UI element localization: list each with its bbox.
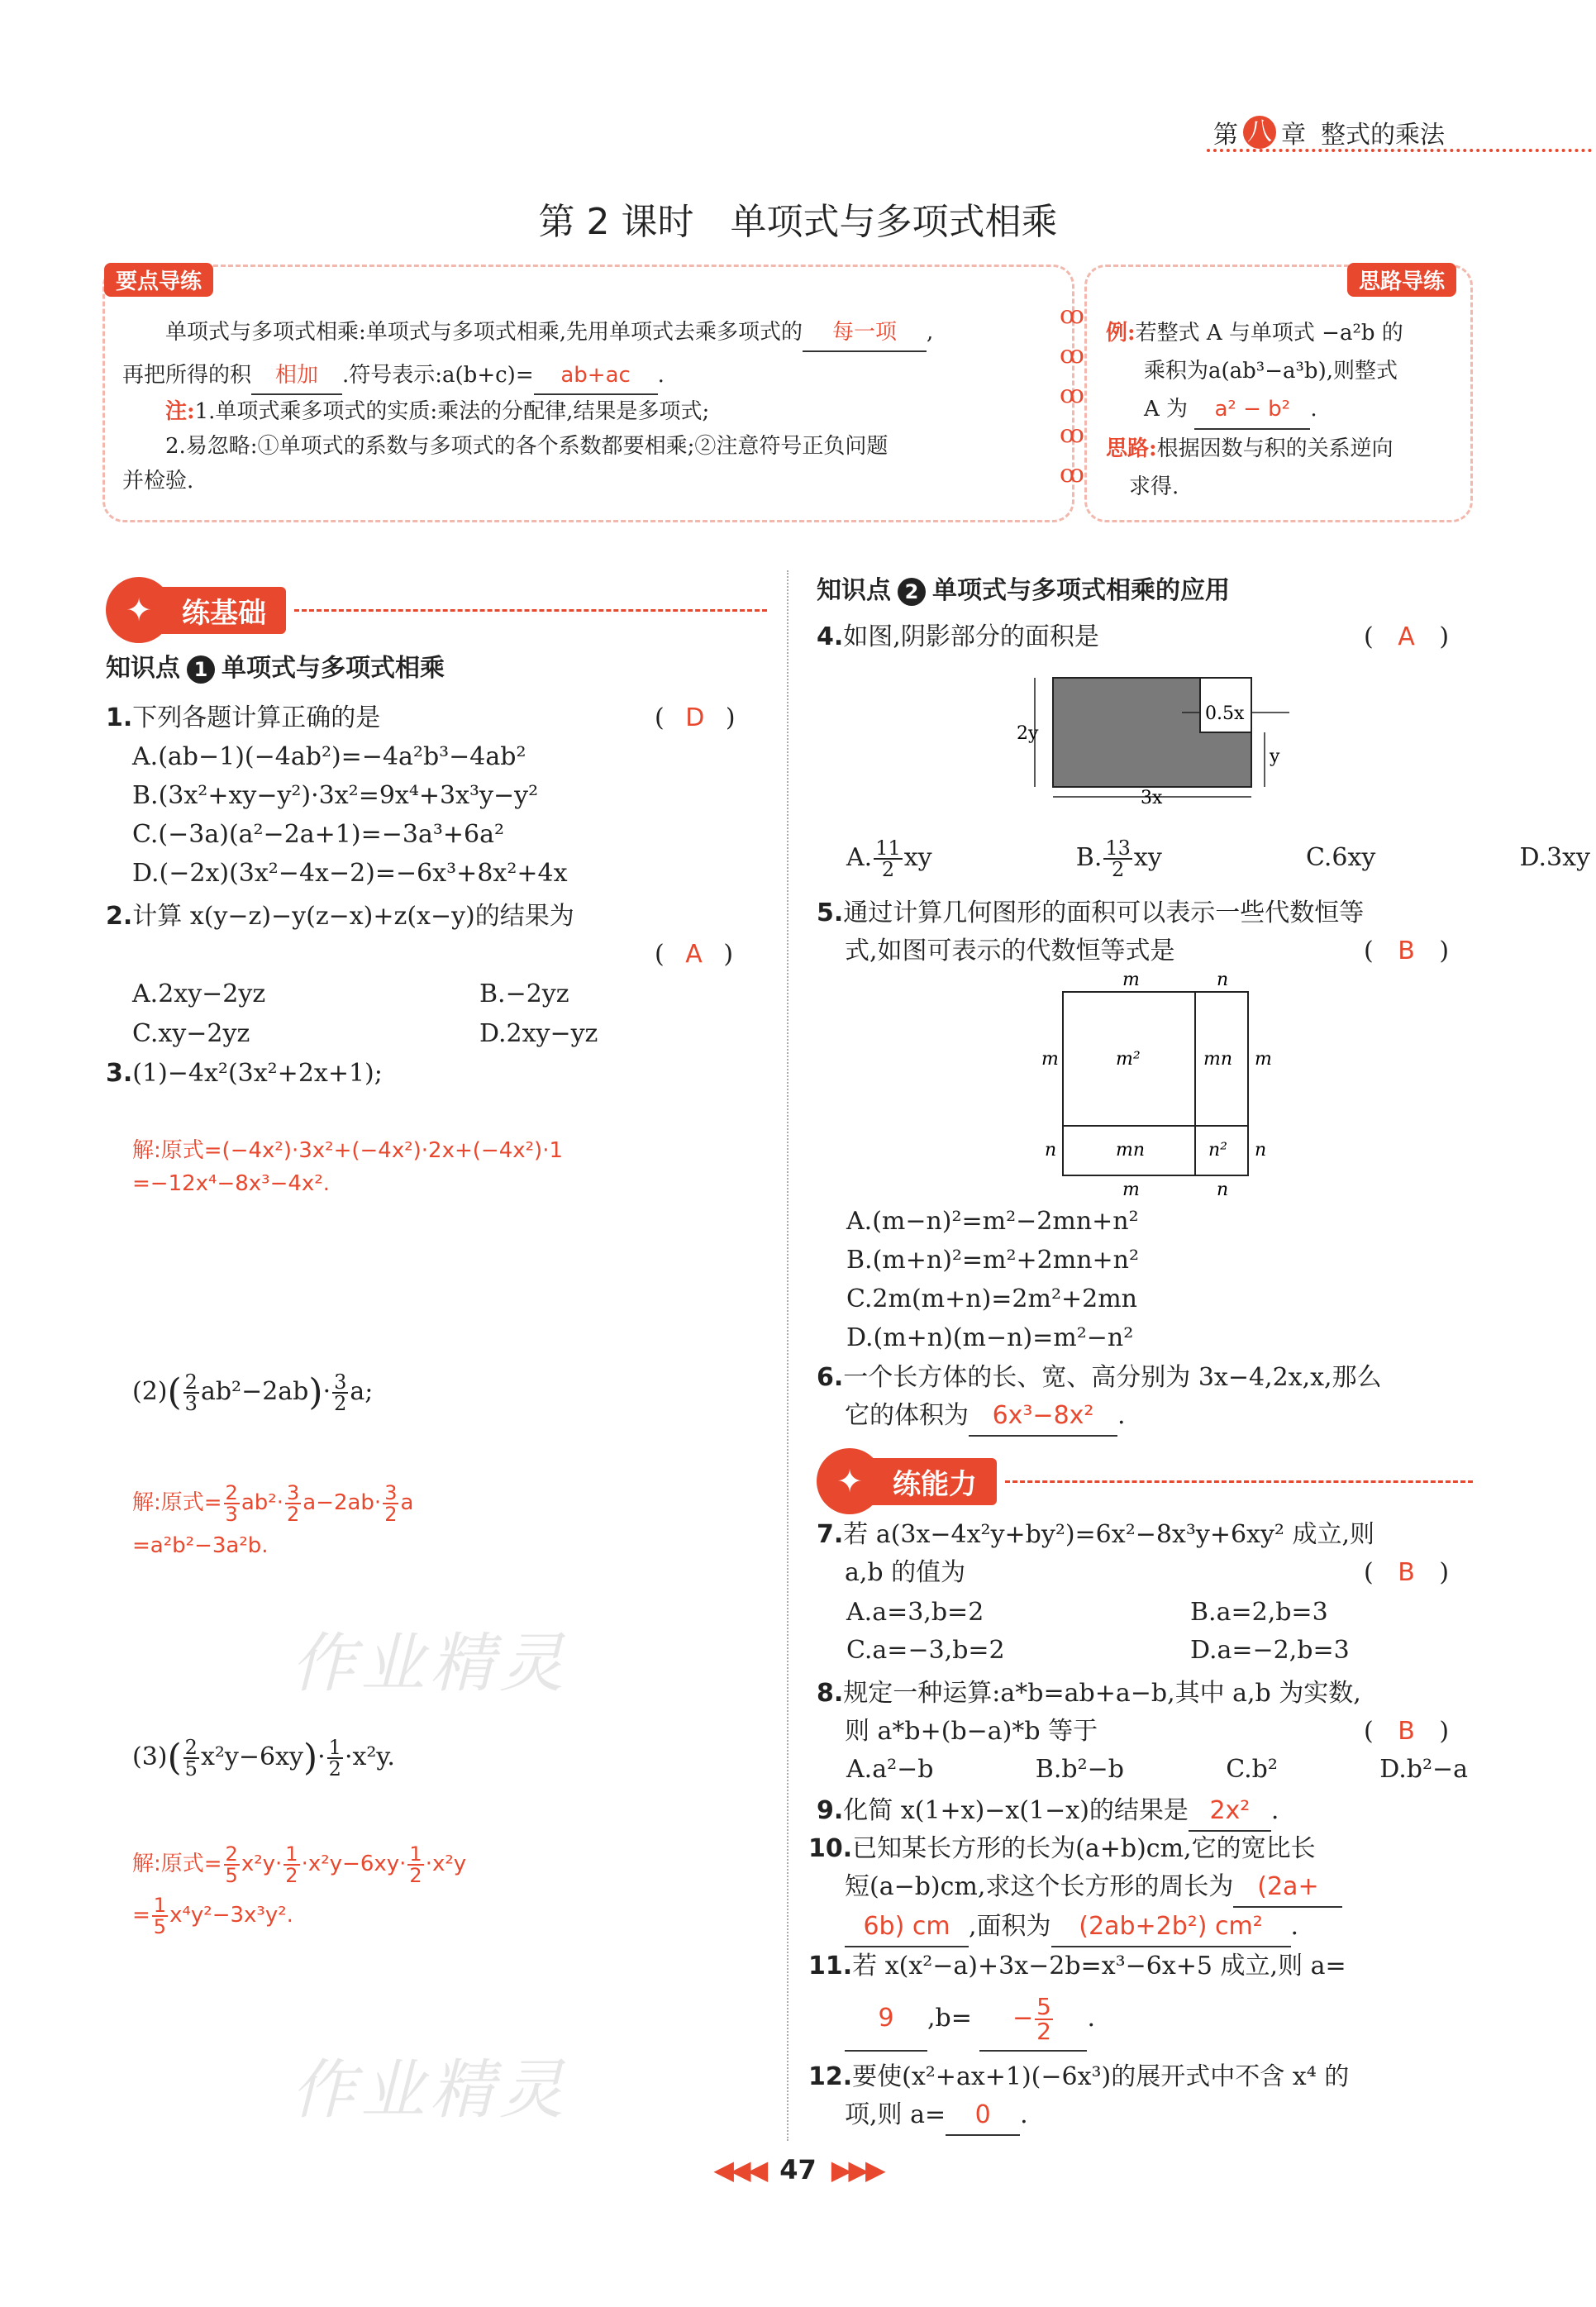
q7-answer: ( B ) <box>1364 1558 1450 1587</box>
q5-option-d: D.(m+n)(m−n)=m²−n² <box>846 1323 1134 1352</box>
q8-option-c: C.b² <box>1226 1755 1278 1784</box>
q7-option-a: A.a=3,b=2 <box>846 1598 984 1627</box>
chapter-suffix: 章 <box>1281 121 1306 150</box>
blank-formula: ab+ac <box>534 357 658 395</box>
next-arrows-icon: ▶▶▶ <box>831 2154 883 2185</box>
q4-options <box>846 835 1590 881</box>
q4-stem: 4.如图,阴影部分的面积是 <box>817 622 1099 651</box>
q8-option-d: D.b²−a <box>1379 1755 1468 1784</box>
key-points-tag: 要点导练 <box>104 263 213 297</box>
q3-solution2: 解:原式= $\frac{2}{3}$ ab²· $\frac{3}{2}$ a−2ab· $\frac{3}{2}$ a =a²b²−3a²b. <box>132 1480 414 1558</box>
column-divider <box>787 570 788 2141</box>
section-ability-label: 练能力 <box>868 1458 997 1505</box>
q5-bottom-m: m <box>1122 1180 1140 1200</box>
thinking-tag: 思路导练 <box>1347 263 1456 297</box>
q12-stem: 12.要使(x²+ax+1)(−6x³)的展开式中不含 x⁴ 的 项,则 a= 0 . <box>808 2058 1349 2136</box>
q7-options <box>846 1594 1574 1670</box>
watermark-1: 作业精灵 <box>291 1627 569 1701</box>
blank-each-term: 每一项 <box>803 314 927 352</box>
q10-perimeter-blank-a: (2a+ <box>1233 1868 1342 1908</box>
key-points-note2: 2.易忽略:①单项式的系数与多项式的各个系数都要相乘;②注意符号正负问题 <box>165 434 889 459</box>
q2-options <box>132 975 760 1053</box>
q2-option-a: A.2xy−2yz <box>132 980 266 1008</box>
q2-option-b: B.−2yz <box>479 980 569 1008</box>
q5-option-c: C.2m(m+n)=2m²+2mn <box>846 1285 1137 1313</box>
q6-stem: 6.一个长方体的长、宽、高分别为 3x−4,2x,x,那么 它的体积为 6x³−8x² . <box>817 1359 1382 1437</box>
q5-option-a: A.(m−n)²=m²−2mn+n² <box>846 1207 1139 1236</box>
runner-icon: ✦ <box>106 577 172 643</box>
q4-option-c: C.6xy <box>1305 843 1376 872</box>
q5-left-n: n <box>1045 1140 1057 1161</box>
kp1-heading: 知识点 1 单项式与多项式相乘 <box>106 654 445 683</box>
q10-perimeter-blank-b: 6b) cm <box>845 1908 969 1947</box>
q5-cell-n2: n² <box>1208 1140 1227 1161</box>
q1-option-b: B.(3x²+xy−y²)·3x²=9x⁴+3x³y−y² <box>132 781 539 810</box>
q7-option-b: B.a=2,b=3 <box>1190 1598 1328 1627</box>
q5-left-m: m <box>1041 1049 1059 1070</box>
q4-figure <box>1017 666 1314 807</box>
q8-option-b: B.b²−b <box>1035 1755 1124 1784</box>
q9-stem: 9.化简 x(1+x)−x(1−x)的结果是 2x² . <box>817 1792 1279 1832</box>
runner-icon-2: ✦ <box>817 1448 883 1514</box>
q1-options <box>132 737 568 893</box>
key-points-line2: 再把所得的积 相加 .符号表示:a(b+c)= ab+ac . <box>122 357 665 395</box>
q5-figure <box>1033 969 1298 1200</box>
section-basic-banner <box>106 577 767 643</box>
q7-stem: 7.若 a(3x−4x²y+by²)=6x²−8x³y+6xy² 成立,则 a,b 的值为 <box>817 1520 1375 1587</box>
q11-stem: 11.若 x(x²−a)+3x−2b=x³−6x+5 成立,则 a= <box>808 1952 1346 1980</box>
blank-example: a² − b² <box>1194 390 1310 430</box>
header-dotted-rule <box>1207 149 1592 152</box>
thinking-example: 例:若整式 A 与单项式 −a²b 的 乘积为a(ab³−a³b),则整式 A 为 a² − b² . 思路:根据因数与积的关系逆向 求得. <box>1106 321 1403 499</box>
q1-option-c: C.(−3a)(a²−2a+1)=−3a³+6a² <box>132 820 504 849</box>
q8-options <box>846 1751 1468 1789</box>
chapter-header <box>1213 114 1445 150</box>
key-points-note3: 并检验. <box>122 469 194 493</box>
section-ability-banner <box>817 1448 1473 1514</box>
page-title: 第 2 课时 单项式与多项式相乘 <box>538 201 1058 243</box>
q5-cell-m2: m² <box>1116 1049 1141 1070</box>
q4-label-2y: 2y <box>1017 723 1039 744</box>
q6-blank: 6x³−8x² <box>969 1397 1117 1437</box>
q3-part3: (3)( $\frac{2}{5}$ x²y−6xy)· $\frac{1}{2}$ ·x²y. <box>132 1736 395 1780</box>
kp2-heading: 知识点 2 单项式与多项式相乘的应用 <box>817 576 1230 605</box>
watermark-2: 作业精灵 <box>291 2053 569 2128</box>
q4-option-d: D.3xy <box>1519 843 1590 872</box>
q3-solution1: 解:原式=(−4x²)·3x²+(−4x²)·2x+(−4x²)·1 =−12x⁴−8x³−4x². <box>132 1138 564 1196</box>
q7-option-d: D.a=−2,b=3 <box>1190 1636 1350 1665</box>
q2-stem: 2.计算 x(y−z)−y(z−x)+z(x−y)的结果为 <box>106 902 574 931</box>
q9-blank: 2x² <box>1189 1792 1271 1832</box>
page-number: 47 <box>779 2154 817 2185</box>
q2-option-d: D.2xy−yz <box>479 1019 598 1048</box>
q4-option-b: B. $\frac{13}{2}$ xy <box>1075 837 1162 881</box>
q8-answer: ( B ) <box>1364 1717 1450 1746</box>
q8-option-a: A.a²−b <box>846 1755 934 1784</box>
q3-solution3: 解:原式= $\frac{2}{5}$ x²y· $\frac{1}{2}$ ·x²y−6xy· $\frac{1}{2}$ ·x²y = $\frac{1}{5}$ x⁴y²−3x³y². <box>132 1842 467 1938</box>
q5-option-b: B.(m+n)²=m²+2mn+n² <box>846 1246 1140 1275</box>
q12-blank: 0 <box>946 2096 1020 2136</box>
q8-stem: 8.规定一种运算:a*b=ab+a−b,其中 a,b 为实数, 则 a*b+(b−a)*b 等于 <box>817 1679 1361 1746</box>
section-basic-label: 练基础 <box>157 587 286 634</box>
q5-top-m: m <box>1122 970 1140 990</box>
q1-stem: 1.下列各题计算正确的是 <box>106 703 381 732</box>
binder-rings-icon: ꝏ ꝏ ꝏ ꝏ ꝏ <box>1060 301 1084 489</box>
q10-stem: 10.已知某长方形的长为(a+b)cm,它的宽比长 短(a−b)cm,求这个长方形的周长为 (2a+ 6b) cm ,面积为 (2ab+2b²) cm² . <box>808 1830 1342 1947</box>
q1-option-d: D.(−2x)(3x²−4x−2)=−6x³+8x²+4x <box>132 859 568 888</box>
q1-answer: ( D ) <box>655 703 736 732</box>
q4-option-a: A. $\frac{11}{2}$ xy <box>846 837 932 881</box>
q2-option-c: C.xy−2yz <box>132 1019 250 1048</box>
key-points-note1: 注:1.单项式乘多项式的实质:乘法的分配律,结果是多项式; <box>165 399 710 424</box>
q5-bottom-n: n <box>1217 1180 1229 1200</box>
page-footer <box>0 2154 1596 2185</box>
q4-label-y: y <box>1270 746 1280 767</box>
blank-add: 相加 <box>251 357 342 395</box>
q5-top-n: n <box>1217 970 1229 990</box>
prev-arrows-icon: ◀◀◀ <box>713 2154 765 2185</box>
q3-part2: (2)( $\frac{2}{3}$ ab²−2ab)· $\frac{3}{2}$ a; <box>132 1370 374 1415</box>
q10-area-blank: (2ab+2b²) cm² <box>1051 1908 1291 1947</box>
chapter-prefix: 第 <box>1213 121 1238 150</box>
q2-answer: ( A ) <box>655 940 734 969</box>
q3-part1: 3.(1)−4x²(3x²+2x+1); <box>106 1059 383 1088</box>
q7-option-c: C.a=−3,b=2 <box>846 1636 1005 1665</box>
q5-cell-mn-top: mn <box>1203 1049 1233 1070</box>
q5-cell-mn-bottom: mn <box>1116 1140 1146 1161</box>
q11-blank-b: − $\frac{5}{2}$ <box>979 1987 1087 2052</box>
q5-right-n: n <box>1255 1140 1267 1161</box>
q4-label-0-5x: 0.5x <box>1205 703 1245 724</box>
q5-answer: ( B ) <box>1364 937 1450 965</box>
q11-blank-a: 9 <box>845 1987 927 2052</box>
chapter-title: 整式的乘法 <box>1321 121 1445 150</box>
q4-label-3x: 3x <box>1141 788 1163 807</box>
q5-stem: 5.通过计算几何图形的面积可以表示一些代数恒等 式,如图可表示的代数恒等式是 <box>817 898 1365 965</box>
q5-right-m: m <box>1255 1049 1272 1070</box>
key-points-line1: 单项式与多项式相乘:单项式与多项式相乘,先用单项式去乘多项式的 每一项 , <box>122 314 1065 352</box>
q11-answers: 9 ,b= − $\frac{5}{2}$ . <box>845 1987 1095 2052</box>
q4-answer: ( A ) <box>1364 622 1450 651</box>
chapter-number: 八 <box>1243 116 1276 149</box>
q1-option-a: A.(ab−1)(−4ab²)=−4a²b³−4ab² <box>132 742 526 771</box>
q5-options <box>846 1202 1139 1357</box>
